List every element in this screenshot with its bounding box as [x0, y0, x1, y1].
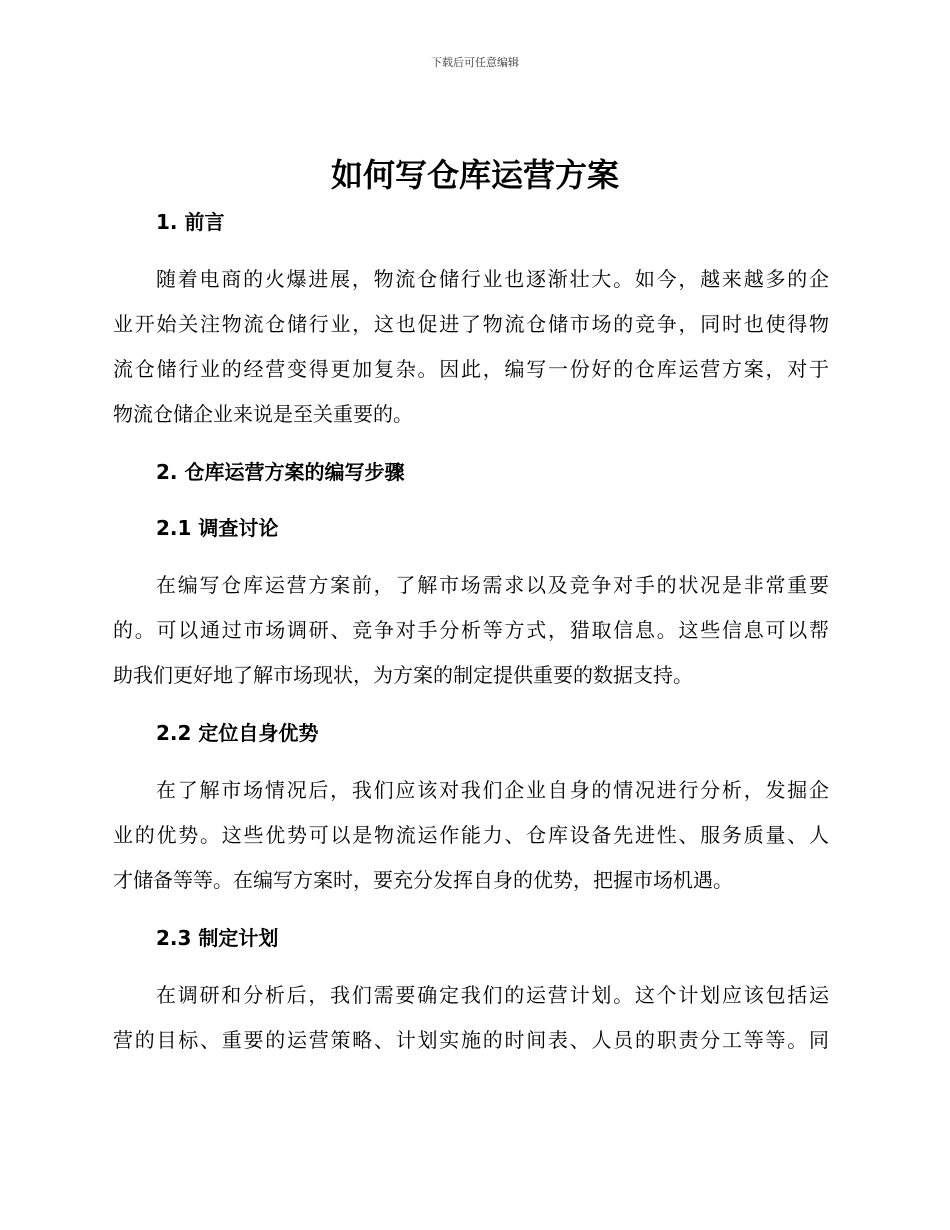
- paragraph-line: 业开始关注物流仓储行业，这也促进了物流仓储市场的竞争，同时也使得物: [113, 312, 829, 336]
- paragraph-line: 在编写仓库运营方案前，了解市场需求以及竞争对手的状况是非常重要: [156, 573, 829, 597]
- paragraph-line: 在调研和分析后，我们需要确定我们的运营计划。这个计划应该包括运: [156, 983, 829, 1007]
- paragraph-line: 才储备等等。在编写方案时，要充分发挥自身的优势，把握市场机遇。: [113, 868, 733, 892]
- section-heading-research: 2.1 调查讨论: [156, 516, 279, 540]
- paragraph-line: 流仓储行业的经营变得更加复杂。因此，编写一份好的仓库运营方案，对于: [113, 357, 829, 381]
- paragraph-line: 随着电商的火爆进展，物流仓储行业也逐渐壮大。如今，越来越多的企: [156, 267, 829, 291]
- section-heading-intro: 1. 前言: [156, 210, 225, 234]
- paragraph-line: 助我们更好地了解市场现状，为方案的制定提供重要的数据支持。: [113, 663, 693, 687]
- paragraph-plan: [113, 973, 829, 1063]
- paragraph-line: 业的优势。这些优势可以是物流运作能力、仓库设备先进性、服务质量、人: [113, 823, 829, 847]
- paragraph-line: 的。可以通过市场调研、竞争对手分析等方式，猎取信息。这些信息可以帮: [113, 618, 829, 642]
- paragraph-positioning: [113, 768, 829, 903]
- paragraph-line: 物流仓储企业来说是至关重要的。: [113, 402, 413, 426]
- section-heading-steps: 2. 仓库运营方案的编写步骤: [156, 460, 405, 484]
- paragraph-line: 在了解市场情况后，我们应该对我们企业自身的情况进行分析，发掘企: [156, 778, 829, 802]
- document-title: 如何写仓库运营方案: [330, 156, 619, 194]
- paragraph-research: [113, 563, 829, 698]
- paragraph-intro: [113, 257, 829, 437]
- section-heading-positioning: 2.2 定位自身优势: [156, 721, 319, 745]
- header-note: 下载后可任意编辑: [431, 56, 519, 69]
- section-heading-plan: 2.3 制定计划: [156, 926, 279, 950]
- paragraph-line: 营的目标、重要的运营策略、计划实施的时间表、人员的职责分工等等。同: [113, 1028, 829, 1052]
